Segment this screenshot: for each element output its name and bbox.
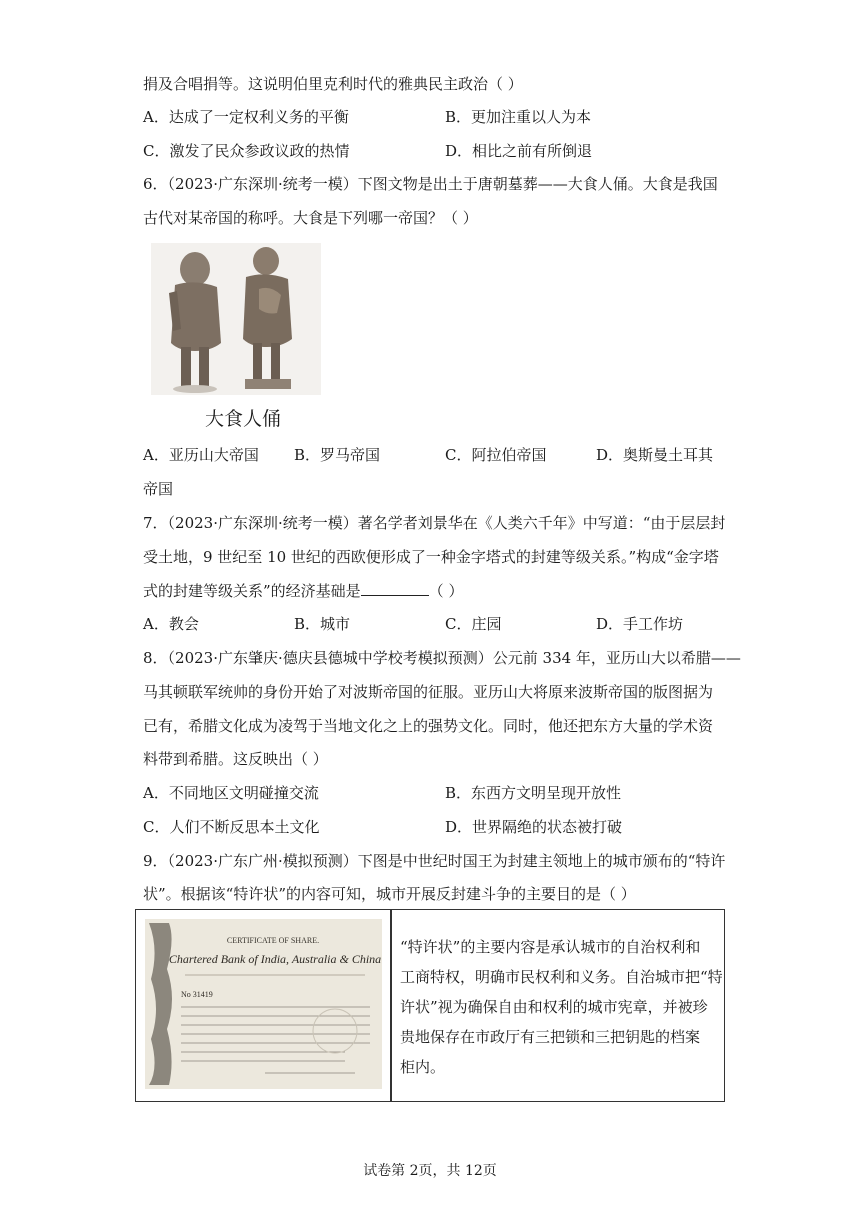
q5-option-c[interactable]: C．激发了民众参政议政的热情 bbox=[143, 142, 350, 160]
cert-bank-name: Chartered Bank of India, Australia & China bbox=[168, 952, 382, 966]
q8-option-a[interactable]: A．不同地区文明碰撞交流 bbox=[143, 784, 319, 802]
q7-stem-line-3 bbox=[143, 581, 463, 601]
q7-stem-text: 式的封建等级关系”的经济基础是 bbox=[143, 582, 361, 600]
q5-option-a[interactable]: A．达成了一定权利义务的平衡 bbox=[143, 108, 349, 126]
q7-option-d[interactable]: D．手工作坊 bbox=[596, 615, 684, 633]
q6-option-b[interactable]: B．罗马帝国 bbox=[294, 446, 381, 464]
figurine-image bbox=[151, 243, 321, 395]
q9-stem-line-2: 状”。根据该“特许状”的内容可知，城市开展反封建斗争的主要目的是（ ） bbox=[143, 885, 636, 903]
q7-stem-bracket: （ ） bbox=[428, 582, 464, 600]
certificate-image bbox=[145, 919, 382, 1089]
q8-stem-line-1: 8．（2023·广东肇庆·德庆县德城中学校考模拟预测）公元前 334 年，亚历山大以希腊—— bbox=[143, 649, 741, 667]
cert-heading: CERTIFICATE OF SHARE. bbox=[226, 936, 320, 945]
q5-option-b[interactable]: B．更加注重以人为本 bbox=[445, 108, 592, 126]
charter-text-line: 许状”视为确保自由和权利的城市宪章，并被珍 bbox=[400, 998, 708, 1016]
q7-stem-line-1: 7．（2023·广东深圳·统考一模）著名学者刘景华在《人类六千年》中写道：“由于层层封 bbox=[143, 514, 726, 532]
charter-text-line: “特许状”的主要内容是承认城市的自治权利和 bbox=[400, 938, 701, 956]
q6-stem-line-2: 古代对某帝国的称呼。大食是下列哪一帝国？（ ） bbox=[143, 209, 478, 227]
cert-number: No 31419 bbox=[181, 990, 213, 999]
page-footer: 试卷第 2页，共 12页 bbox=[363, 1163, 497, 1179]
q6-option-c[interactable]: C．阿拉伯帝国 bbox=[445, 446, 547, 464]
q6-option-d[interactable]: D．奥斯曼土耳其 bbox=[596, 446, 714, 464]
q8-option-b[interactable]: B．东西方文明呈现开放性 bbox=[445, 784, 622, 802]
q7-option-b[interactable]: B．城市 bbox=[294, 615, 351, 633]
q5-option-d[interactable]: D．相比之前有所倒退 bbox=[445, 142, 593, 160]
q9-table bbox=[135, 909, 725, 1102]
q8-stem-line-3: 已有，希腊文化成为凌驾于当地文化之上的强势文化。同时，他还把东方大量的学术资 bbox=[143, 717, 714, 735]
q8-stem-line-4: 料带到希腊。这反映出（ ） bbox=[143, 750, 328, 768]
q8-option-c[interactable]: C．人们不断反思本土文化 bbox=[143, 818, 320, 836]
q7-option-c[interactable]: C．庄园 bbox=[445, 615, 502, 633]
charter-text-line: 柜内。 bbox=[400, 1058, 446, 1076]
charter-description bbox=[400, 932, 723, 1082]
figurine-caption: 大食人俑 bbox=[205, 408, 282, 430]
charter-text-line: 工商特权，明确市民权利和义务。自治城市把“特 bbox=[400, 968, 723, 986]
q7-answer-blank bbox=[361, 581, 429, 596]
q9-stem-line-1: 9．（2023·广东广州·模拟预测）下图是中世纪时国王为封建主领地上的城市颁布的“特许 bbox=[143, 852, 726, 870]
q7-option-a[interactable]: A．教会 bbox=[143, 615, 199, 633]
q6-option-a[interactable]: A．亚历山大帝国 bbox=[143, 446, 259, 464]
table-divider bbox=[390, 910, 392, 1101]
q8-stem-line-2: 马其顿联军统帅的身份开始了对波斯帝国的征服。亚历山大将原来波斯帝国的版图据为 bbox=[143, 683, 714, 701]
q7-stem-line-2: 受土地，9 世纪至 10 世纪的西欧便形成了一种金字塔式的封建等级关系。”构成“金字塔 bbox=[143, 548, 719, 566]
charter-text-line: 贵地保存在市政厅有三把锁和三把钥匙的档案 bbox=[400, 1028, 701, 1046]
q5-stem-tail: 捐及合唱捐等。这说明伯里克利时代的雅典民主政治（ ） bbox=[143, 75, 523, 93]
q6-option-d-continuation: 帝国 bbox=[143, 480, 174, 498]
q8-option-d[interactable]: D．世界隔绝的状态被打破 bbox=[445, 818, 623, 836]
q6-stem-line-1: 6．（2023·广东深圳·统考一模）下图文物是出土于唐朝墓葬——大食人俑。大食是我国 bbox=[143, 175, 718, 193]
